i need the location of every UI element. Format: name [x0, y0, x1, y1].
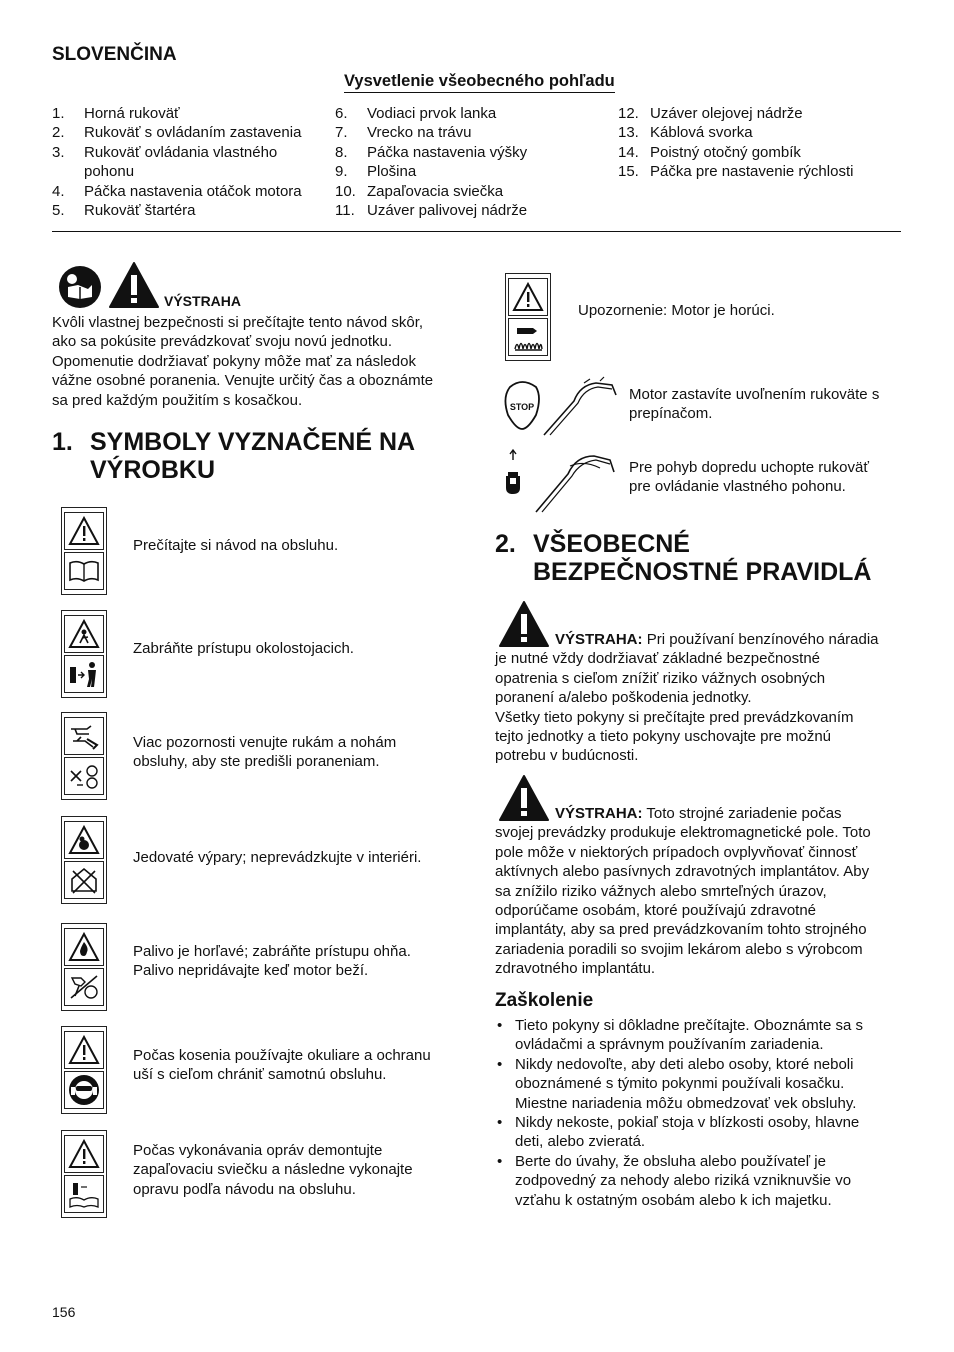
list-item: 7. Vrecko na trávu	[335, 124, 472, 142]
list-item: 3. Rukoväť ovládania vlastného	[52, 143, 278, 161]
list-item: 14. Poistný otočný gombík	[618, 143, 801, 161]
toxic-fumes-icon	[61, 816, 107, 904]
list-item: • Berte do úvahy, že obsluha alebo používateľ je zodpovedný za nehody alebo riziká vzniknuvšie vo vzťahu k ostatným osobám alebo k ich majetku.	[495, 1152, 905, 1210]
eye-ear-protection-icon	[61, 1026, 107, 1114]
list-item: • Nikdy nedovoľte, aby deti alebo osoby, ktoré neboli oboznámené s týmito pokynmi používali kosačku. Miestne nariadenia môžu obmedzovať vek obsluhy.	[495, 1055, 905, 1113]
warning-label: VÝSTRAHA	[164, 293, 242, 309]
parts-list-col2	[335, 104, 615, 220]
training-heading: Zaškolenie	[495, 990, 594, 1011]
training-list	[495, 1016, 905, 1210]
stop-text: Motor zastavíte uvoľnením rukoväte s prepínačom.	[629, 386, 880, 423]
language-heading: SLOVENČINA	[52, 44, 177, 65]
drive-text: Pre pohyb dopredu uchopte rukoväť pre ovládanie vlastného pohonu.	[629, 459, 869, 496]
list-item: 15. Páčka pre nastavenie rýchlosti	[618, 163, 854, 181]
section2-title: 2. VŠEOBECNÉ BEZPEČNOSTNÉ PRAVIDLÁ	[495, 530, 872, 586]
stop-label: STOP	[509, 402, 535, 412]
symbol-text-bystander: Zabráňte prístupu okolostojacich.	[133, 640, 354, 657]
flammable-fuel-icon	[61, 923, 107, 1011]
list-item: • Nikdy nekoste, pokiaľ stoja v blízkosti osoby, hlavne deti, alebo zvieratá.	[495, 1113, 905, 1152]
list-item: 1. Horná rukoväť	[52, 105, 180, 122]
list-item: 8. Páčka nastavenia výšky	[335, 143, 528, 161]
list-item: • Tieto pokyny si dôkladne prečítajte. Oboznámte sa s ovládačmi a správnym používaním zariadenia.	[495, 1016, 905, 1055]
list-item: 2. Rukoväť s ovládaním zastavenia	[52, 124, 302, 142]
stop-handle-icon	[500, 375, 620, 442]
list-item: 12. Uzáver olejovej nádrže	[618, 105, 803, 122]
symbol-text-eye-ear: Počas kosenia používajte okuliare a ochranu uší s cieľom chrániť samotnú obsluhu.	[133, 1047, 431, 1084]
parts-list-col3	[618, 104, 901, 182]
warning-triangle-icon	[108, 261, 160, 314]
read-manual-icon	[58, 265, 102, 314]
symbol-text-toxic-fumes: Jedovaté výpary; neprevádzkujte v interiéri.	[133, 849, 422, 866]
parts-list-col1	[52, 104, 332, 220]
list-item: 11. Uzáver palivovej nádrže	[335, 202, 528, 220]
warning-intro-text: Kvôli vlastnej bezpečnosti si prečítajte tento návod skôr, ako sa pokúsite prevádzkovať svoju novú jednotku. Opomenutie dodržiavať pokyny môže mať za následok vážne osobné poranenia. Venujte určitý čas a oboznámte sa pred každým použitím s kosačkou.	[52, 314, 434, 409]
list-item: 9. Plošina	[335, 163, 417, 181]
list-item: pohonu	[84, 163, 135, 181]
list-item: 5. Rukoväť štartéra	[52, 202, 196, 220]
symbol-text-hands-feet: Viac pozornosti venujte rukám a nohám obsluhy, aby ste predišli poraneniam.	[133, 734, 397, 771]
list-item: 10. Zapaľovacia sviečka	[335, 182, 504, 200]
hands-feet-icon	[61, 712, 107, 800]
symbol-text-flammable: Palivo je horľavé; zabráňte prístupu ohňa. Palivo nepridávajte keď motor beží.	[133, 943, 411, 980]
overview-subtitle: Vysvetlenie všeobecného pohľadu	[344, 72, 615, 93]
hot-motor-icon	[505, 273, 551, 361]
list-item: 4. Páčka nastavenia otáčok motora	[52, 182, 302, 200]
hot-motor-text: Upozornenie: Motor je horúci.	[578, 302, 775, 319]
warning2-text: VÝSTRAHA: Pri používaní benzínového náradia je nutné vždy dodržiavať základné bezpečnostné opatrenia s cieľom znížiť riziko vážnych osobných poranení a/alebo poškodenia jednotky. Všetky tieto pokyny si prečítajte pred prevádzkovaním tejto jednotky a tieto pokyny uschovajte pre možnú potrebu v budúcnosti.	[495, 631, 879, 765]
warning3-text: VÝSTRAHA: Toto strojné zariadenie počas svojej prevádzky produkuje elektromagnetické pole. Toto pole môže v niektorých prípadoch ovplyvňovať činnosť aktívnych alebo pasívnych zdravotných implantátov. Aby sa znížilo riziko vážnych alebo smrteľných úrazov, odporúčame osobám, ktoré používajú zdravotné implantáty, aby sa pred prevádzkovaním tohto strojného zariadenia poradili so svojim lekárom alebo s výrobcom zdravotného implantátu.	[495, 805, 871, 978]
bystander-icon	[61, 610, 107, 698]
list-item: 13. Káblová svorka	[618, 124, 753, 142]
page-number: 156	[52, 1304, 76, 1320]
list-item: 6. Vodiaci prvok lanka	[335, 105, 497, 122]
spark-plug-icon	[61, 1130, 107, 1218]
symbol-text-read-manual: Prečítajte si návod na obsluhu.	[133, 537, 339, 554]
warning-book-icon	[61, 507, 107, 595]
symbol-text-spark-plug: Počas vykonávania opráv demontujte zapaľovaciu sviečku a následne vykonajte opravu podľa návodu na obsluhu.	[133, 1142, 413, 1198]
section1-title: 1. SYMBOLY VYZNAČENÉ NA VÝROBKU	[52, 428, 416, 484]
self-propel-drive-icon	[500, 446, 620, 521]
section-divider	[52, 231, 901, 232]
